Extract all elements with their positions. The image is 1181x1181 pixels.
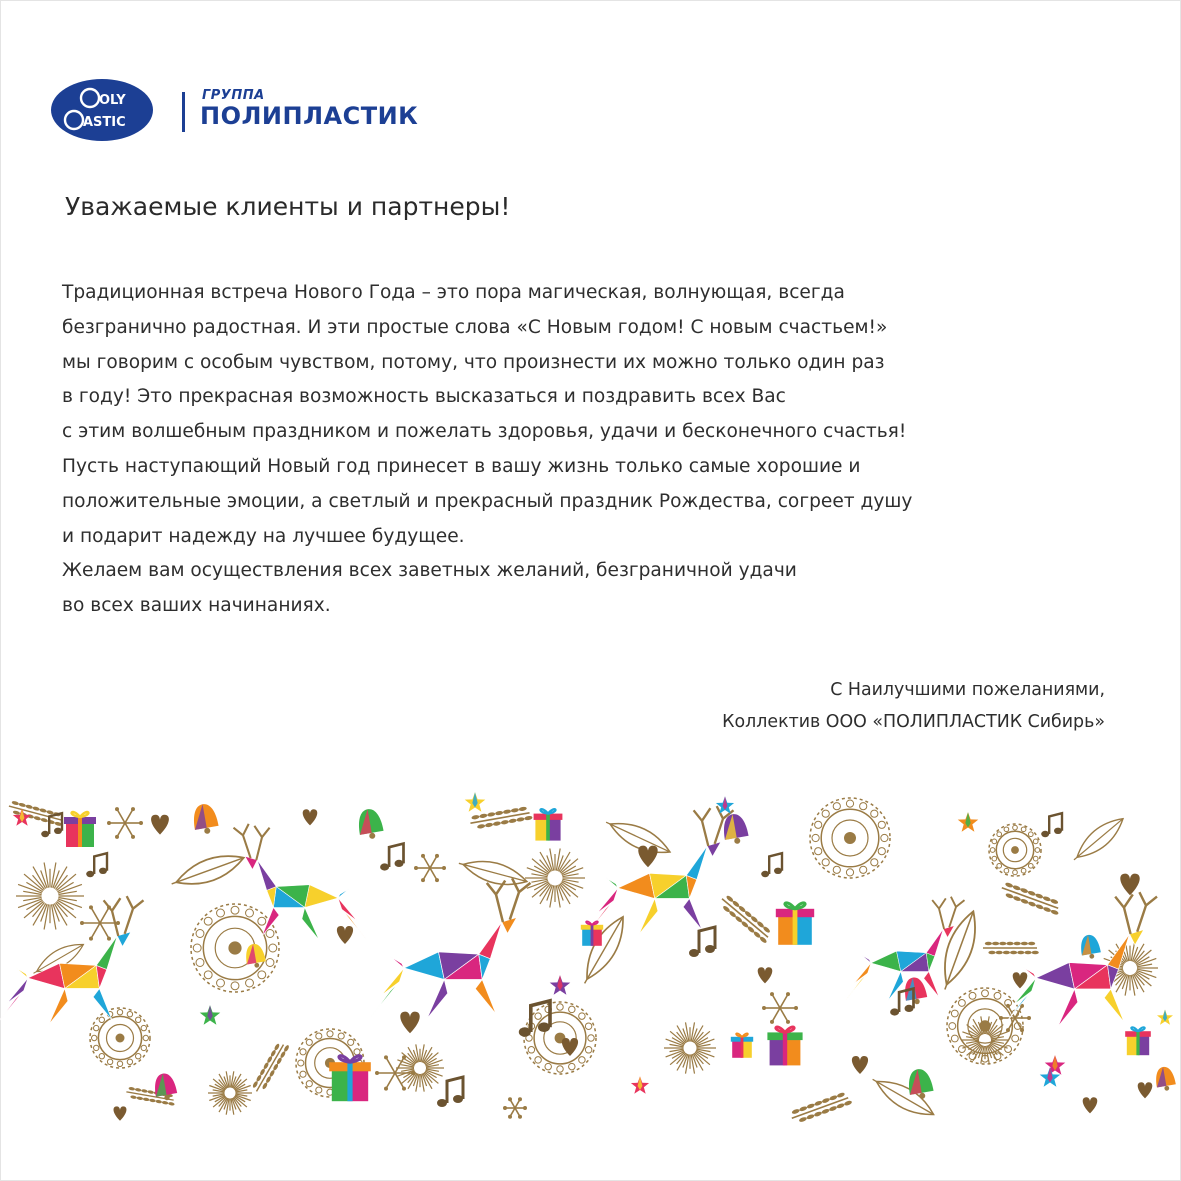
bell-icon: [1079, 933, 1102, 960]
mandala-icon: [810, 798, 890, 878]
feather-icon: [456, 854, 529, 891]
body-line: безгранично радостная. И эти простые слова «С Новым годом! С новым счастьем!»: [62, 316, 888, 338]
music-note-icon: [86, 853, 107, 877]
gift-icon: [64, 812, 96, 847]
bell-icon: [191, 802, 220, 836]
branch-icon: [983, 942, 1039, 955]
mandala-icon: [524, 1002, 596, 1074]
feather-icon: [575, 911, 632, 988]
body-line: мы говорим с особым чувством, потому, что произнести их можно только один раз: [62, 351, 885, 373]
snowflake-icon: [762, 992, 798, 1024]
sunburst-icon: [525, 849, 585, 908]
body-line: Традиционная встреча Нового Года – это пора магическая, волнующая, всегда: [62, 282, 845, 303]
star-icon: [631, 1076, 649, 1093]
signature: [722, 674, 1105, 738]
body-line: с этим волшебным праздником и пожелать здоровья, удачи и бесконечного счастья!: [62, 421, 907, 443]
body-line: Пусть наступающий Новый год принесет в вашу жизнь только самые хорошие и: [62, 455, 861, 477]
bell-icon: [244, 942, 267, 969]
gift-icon: [1125, 1027, 1151, 1055]
music-note-icon: [761, 853, 782, 877]
mandala-icon: [989, 824, 1041, 876]
gift-icon: [534, 809, 563, 840]
music-note-icon: [380, 844, 403, 871]
body-line: и подарит надежду на лучшее будущее.: [62, 525, 465, 547]
gift-icon: [776, 903, 814, 945]
music-note-icon: [1041, 813, 1062, 837]
signature-line2: Коллектив ООО «ПОЛИПЛАСТИК Сибирь»: [722, 712, 1105, 732]
music-note-icon: [437, 1077, 463, 1107]
greeting-heading: Уважаемые клиенты и партнеры!: [65, 192, 511, 221]
star-icon: [550, 975, 571, 995]
heart-icon: [303, 809, 318, 825]
feather-icon: [168, 848, 248, 895]
star-icon: [465, 792, 486, 812]
company-logo: [50, 78, 430, 142]
heart-icon: [1120, 874, 1139, 896]
star-icon: [958, 812, 979, 832]
letter-body: [62, 276, 1132, 624]
logo-company-name: ПОЛИПЛАСТИК: [200, 102, 419, 130]
snowflake-icon: [414, 854, 446, 882]
music-note-icon: [689, 927, 715, 957]
bell-icon: [906, 1067, 935, 1101]
mandala-icon: [191, 904, 279, 992]
body-line: во всех ваших начинаниях.: [62, 595, 331, 617]
heart-icon: [151, 815, 169, 835]
branch-icon: [999, 881, 1062, 915]
christmas-decoration-band: [0, 778, 1181, 1128]
heart-icon: [400, 1012, 419, 1034]
heart-icon: [638, 846, 657, 868]
sunburst-icon: [208, 1071, 252, 1114]
star-icon: [1045, 1055, 1066, 1075]
body-line: Желаем вам осуществления всех заветных желаний, безграничной удачи: [62, 560, 797, 582]
heart-icon: [337, 926, 353, 944]
branch-icon: [7, 800, 64, 827]
bell-icon: [356, 807, 385, 841]
snowflake-icon: [375, 1055, 415, 1090]
heart-icon: [1083, 1097, 1098, 1113]
feather-icon: [602, 813, 674, 861]
mandala-icon: [90, 1008, 150, 1068]
body-line: положительные эмоции, а светлый и прекрасный праздник Рождества, согреет душу: [62, 490, 913, 512]
feather-icon: [1068, 812, 1129, 867]
heart-icon: [1138, 1082, 1153, 1098]
star-icon: [200, 1005, 221, 1025]
gift-icon: [731, 1033, 753, 1057]
body-line: в году! Это прекрасная возможность высказаться и поздравить всех Вас: [62, 386, 786, 408]
heart-icon: [758, 967, 773, 983]
sunburst-icon: [396, 1044, 444, 1091]
polyplastic-logo-mark: [50, 78, 154, 142]
reindeer-icon: [370, 878, 531, 1018]
branch-icon: [251, 1040, 290, 1095]
reindeer-icon: [587, 806, 734, 934]
snowflake-icon: [107, 807, 143, 839]
sunburst-icon: [16, 863, 84, 930]
branch-icon: [718, 893, 774, 944]
snowflake-icon: [503, 1097, 527, 1118]
logo-mark-line2: ASTIC: [83, 115, 126, 130]
gift-icon: [581, 921, 603, 945]
gift-icon: [329, 1056, 371, 1101]
logo-divider: [182, 92, 185, 132]
heart-icon: [114, 1106, 127, 1120]
branch-icon: [789, 1090, 852, 1124]
sunburst-icon: [664, 1022, 716, 1073]
gift-icon: [767, 1027, 802, 1065]
star-icon: [1157, 1010, 1173, 1025]
signature-line1: С Наилучшими пожеланиями,: [830, 680, 1105, 700]
reindeer-icon: [1003, 892, 1157, 1026]
logo-mark-line1: OLY: [99, 93, 126, 108]
logo-group-label: ГРУППА: [202, 88, 265, 103]
bell-icon: [1154, 1065, 1177, 1092]
heart-icon: [852, 1056, 868, 1074]
heart-icon: [1013, 972, 1028, 988]
